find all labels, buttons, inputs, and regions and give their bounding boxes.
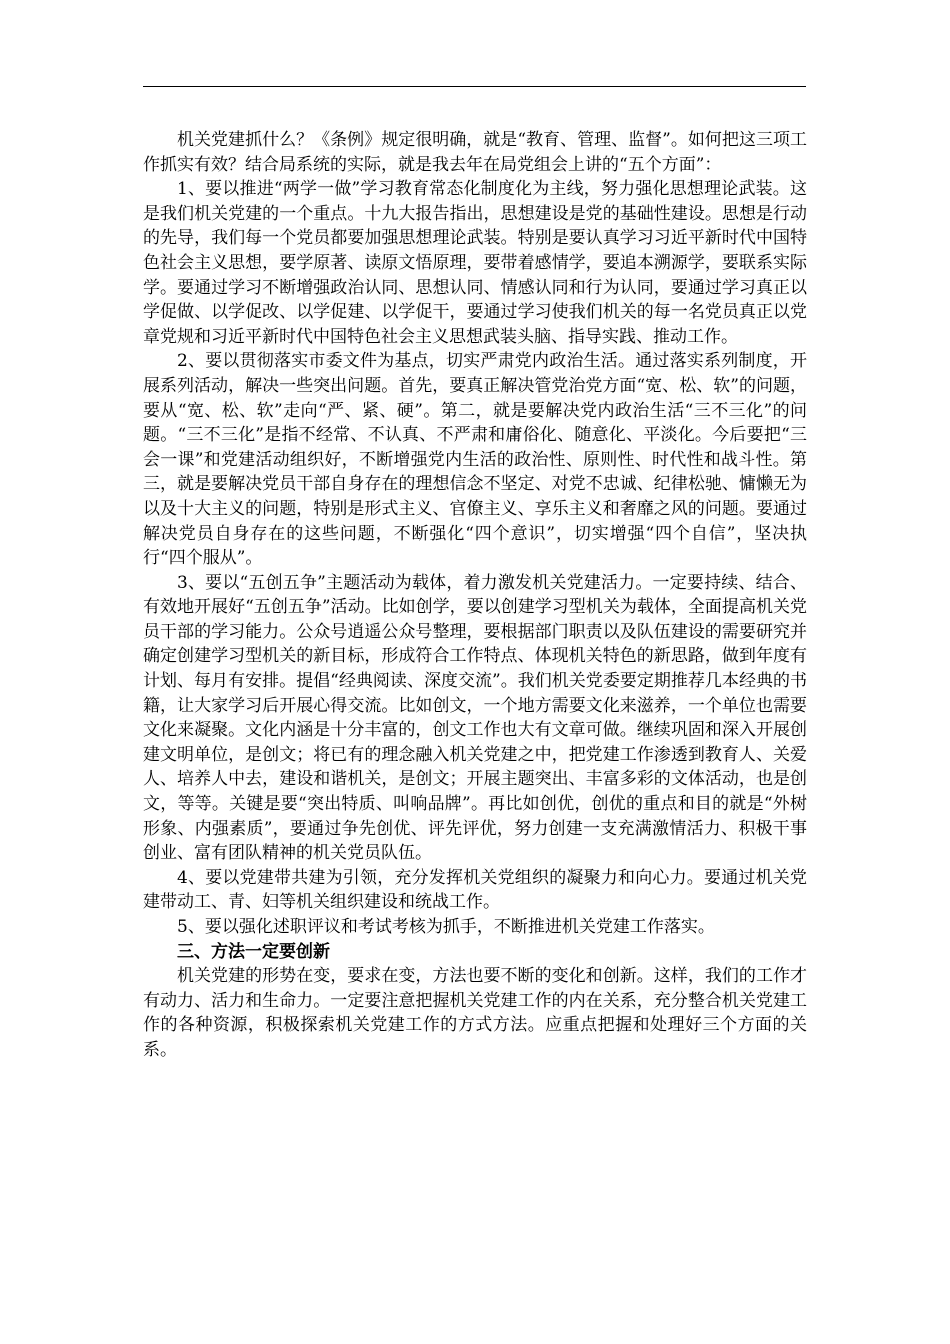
header-rule [143,86,806,87]
document-body [143,128,807,1063]
section-heading: 三、方法一定要创新 [177,941,330,962]
paragraph-intro: 机关党建抓什么？《条例》规定很明确，就是“教育、管理、监督”。如何把这三项工作抓实有效？结合局系统的实际，就是我去年在局党组会上讲的“五个方面”： [143,130,807,175]
paragraph-point-1: 1、要以推进“两学一做”学习教育常态化制度化为主线，努力强化思想理论武装。这是我们机关党建的一个重点。十九大报告指出，思想建设是党的基础性建设。思想是行动的先导，我们每一个党员都要加强思想理论武装。特别是要认真学习习近平新时代中国特色社会主义思想，要学原著、读原文悟原理，要带着感情学，要追本溯源学，要联系实际学。要通过学习不断增强政治认同、思想认同、情感认同和行为认同，要通过学习真正以学促做、以学促改、以学促建、以学促干，要通过学习使我们机关的每一名党员真正以党章党规和习近平新时代中国特色社会主义思想武装头脑、指导实践、推动工作。 [143,179,807,347]
paragraph-point-2: 2、要以贯彻落实市委文件为基点，切实严肃党内政治生活。通过落实系列制度，开展系列活动，解决一些突出问题。首先，要真正解决管党治党方面“宽、松、软”的问题，要从“宽、松、软”走向“严、紧、硬”。第二，就是要解决党内政治生活“三不三化”的问题。“三不三化”是指不经常、不认真、不严肃和庸俗化、随意化、平淡化。今后要把“三会一课”和党建活动组织好，不断增强党内生活的政治性、原则性、时代性和战斗性。第三，就是要解决党员干部自身存在的理想信念不坚定、对党不忠诚、纪律松驰、慵懒无为以及十大主义的问题，特别是形式主义、官僚主义、享乐主义和奢靡之风的问题。要通过解决党员自身存在的这些问题，不断强化“四个意识”，切实增强“四个自信”，坚决执行“四个服从”。 [143,351,807,569]
paragraph-point-5: 5、要以强化述职评议和考试考核为抓手，不断推进机关党建工作落实。 [177,917,715,937]
paragraph-point-4: 4、要以党建带共建为引领，充分发挥机关党组织的凝聚力和向心力。要通过机关党建带动工、青、妇等机关组织建设和统战工作。 [143,867,807,913]
paragraph-point-3: 3、要以“五创五争”主题活动为载体，着力激发机关党建活力。一定要持续、结合、有效地开展好“五创五争”活动。比如创学，要以创建学习型机关为载体，全面提高机关党员干部的学习能力。公众号逍遥公众号整理，要根据部门职责以及队伍建设的需要研究并确定创建学习型机关的新目标，形成符合工作特点、体现机关特色的新思路，做到年度有计划、每月有安排。提倡“经典阅读、深度交流”。我们机关党委要定期推荐几本经典的书籍，让大家学习后开展心得交流。比如创文，一个地方需要文化来滋养，一个单位也需要文化来凝聚。文化内涵是十分丰富的，创文工作也大有文章可做。继续巩固和深入开展创建文明单位，是创文；将已有的理念融入机关党建之中，把党建工作渗透到教育人、关爱人、培养人中去，建设和谐机关，是创文；开展主题突出、丰富多彩的文体活动，也是创文，等等。关键是要“突出特质、叫响品牌”。再比如创优，创优的重点和目的就是“外树形象、内强素质”，要通过争先创优、评先评优，努力创建一支充满激情活力、积极干事创业、富有团队精神的机关党员队伍。 [143,572,807,864]
paragraph-closing: 机关党建的形势在变，要求在变，方法也要不断的变化和创新。这样，我们的工作才有动力、活力和生命力。一定要注意把握机关党建工作的内在关系，充分整合机关党建工作的各种资源，积极探索机关党建工作的方式方法。应重点把握和处理好三个方面的关系。 [143,966,807,1060]
